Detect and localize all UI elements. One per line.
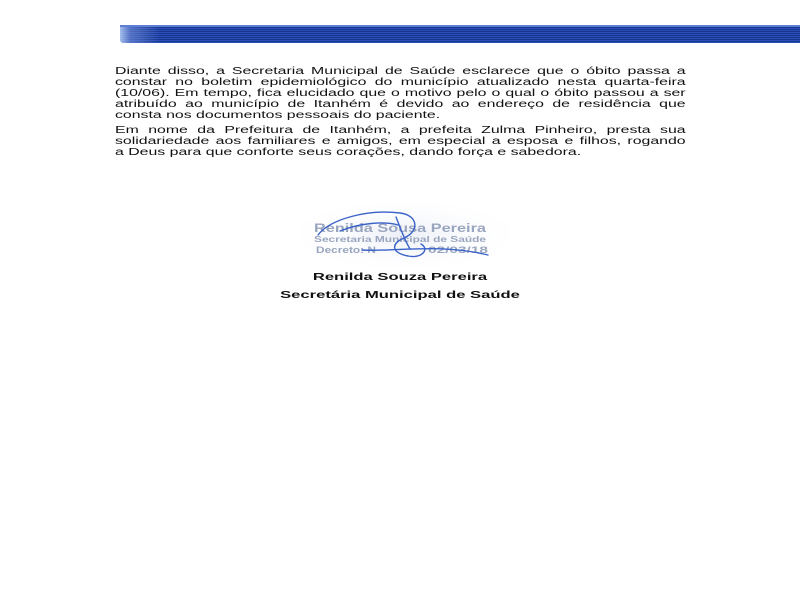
document-body (115, 66, 686, 162)
stamp-decree-date: 02/03/18 (428, 245, 488, 255)
paragraph-1 (115, 66, 686, 121)
paragraph-2 (115, 125, 686, 158)
signatory-title: Secretária Municipal de Saúde (280, 289, 520, 301)
paragraph-line: atribuído ao município de Itanhém é devido ao endereço de residência que (115, 99, 686, 110)
paragraph-line: Em nome da Prefeitura de Itanhém, a prefeita Zulma Pinheiro, presta sua (115, 125, 686, 136)
signatory-name: Renilda Souza Pereira (312, 271, 488, 283)
signature-stamp (300, 203, 510, 267)
paragraph-line: Diante disso, a Secretaria Municipal de Saúde esclarece que o óbito passa a (115, 66, 686, 77)
paragraph-line: a Deus para que conforte seus corações, dando força e sabedora. (115, 147, 582, 158)
stamp-name: Renilda Sousa Pereira (314, 221, 487, 235)
paragraph-line: solidariedade aos familiares e amigos, em especial a esposa e filhos, rogando (115, 136, 686, 147)
stamp-decree-label: Decreto: N (316, 245, 376, 255)
paragraph-line: (10/06). Em tempo, fica elucidado que o motivo pelo o qual o óbito passou a ser (115, 88, 686, 99)
header-band (120, 25, 800, 43)
paragraph-line: constar no boletim epidemiológico do município atualizado nesta quarta-feira (115, 77, 686, 88)
stamp-role: Secretaria Municipal de Saúde (314, 234, 487, 244)
paragraph-line: consta nos documentos pessoais do paciente. (115, 110, 441, 121)
